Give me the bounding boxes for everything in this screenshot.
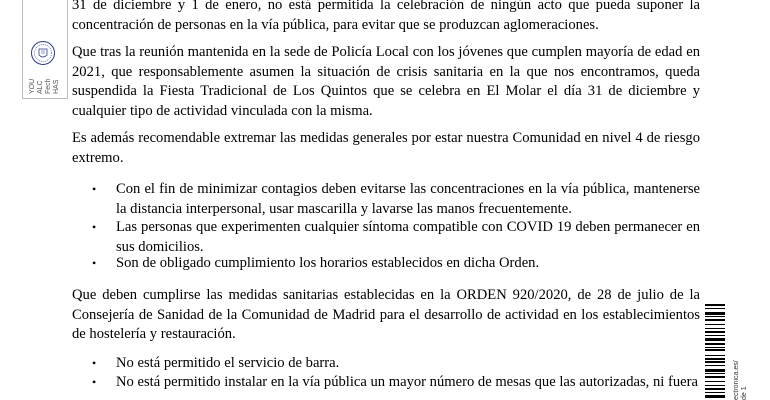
bullet-icon: • [92, 356, 97, 370]
left-margin-line: ALC [37, 80, 44, 94]
right-margin-vertical-text [733, 340, 751, 400]
paragraph-3: Que deben cumplirse las medidas sanitarias establecidas en la ORDEN 920/2020, de 28 de julio de la Consejería de Sanidad de la Comunidad de Madrid para el desarrollo de actividad en los establecimientos de hostelería y restauración. [72, 287, 700, 342]
list-item-text: No está permitido el servicio de barra. [116, 355, 340, 371]
left-margin-line: Fech [45, 78, 52, 94]
right-margin-line: de 1 [741, 386, 748, 400]
list-item [72, 218, 700, 257]
bullet-icon: • [92, 182, 97, 196]
bullet-icon: • [92, 256, 97, 270]
paragraph-1: Que tras la reunión mantenida en la sede de Policía Local con los jóvenes que cumplen mayoría de edad en 2021, que responsablemente asumen la situación de crisis sanitaria en la que nos encontramos, queda suspendida la Fiesta Tradicional de Los Quintos que se celebra en El Molar el día 31 de diciembre y cualquier tipo de actividad vinculada con la misma. [72, 44, 700, 119]
list-item [72, 254, 700, 274]
list-item-text: No está permitido instalar en la vía pública un mayor número de mesas que las autorizadas, ni fuera [116, 374, 698, 390]
left-margin-line: YOU [29, 78, 36, 94]
bullet-icon: • [92, 220, 97, 234]
paragraph-0: 31 de diciembre y 1 de enero, no está permitida la celebración de ningún acto que pueda suponer la concentración de personas en la vía pública, para evitar que se produzcan aglomeraciones. [72, 0, 700, 33]
paragraph-2: Es además recomendable extremar las medidas generales por estar nuestra Comunidad en nivel 4 de riesgo extremo. [72, 130, 700, 166]
right-margin-line: ectronica.es/ [733, 360, 740, 400]
list-item [72, 354, 700, 374]
list-item-text: Son de obligado cumplimiento los horarios establecidos en dicha Orden. [116, 255, 540, 271]
list-item [72, 180, 700, 219]
municipal-seal-icon [30, 40, 56, 66]
list-item-text: Las personas que experimenten cualquier síntoma compatible con COVID 19 deben permanecer en sus domicilios. [116, 219, 700, 255]
barcode-icon [705, 304, 725, 400]
list-item-text: Con el fin de minimizar contagios deben evitarse las concentraciones en la vía pública, mantenerse la distancia interpersonal, usar mascarilla y lavarse las manos frecuentemente. [116, 181, 700, 217]
left-margin-line: HAS [53, 79, 60, 94]
list-item [72, 373, 700, 393]
bullet-icon: • [92, 375, 97, 389]
